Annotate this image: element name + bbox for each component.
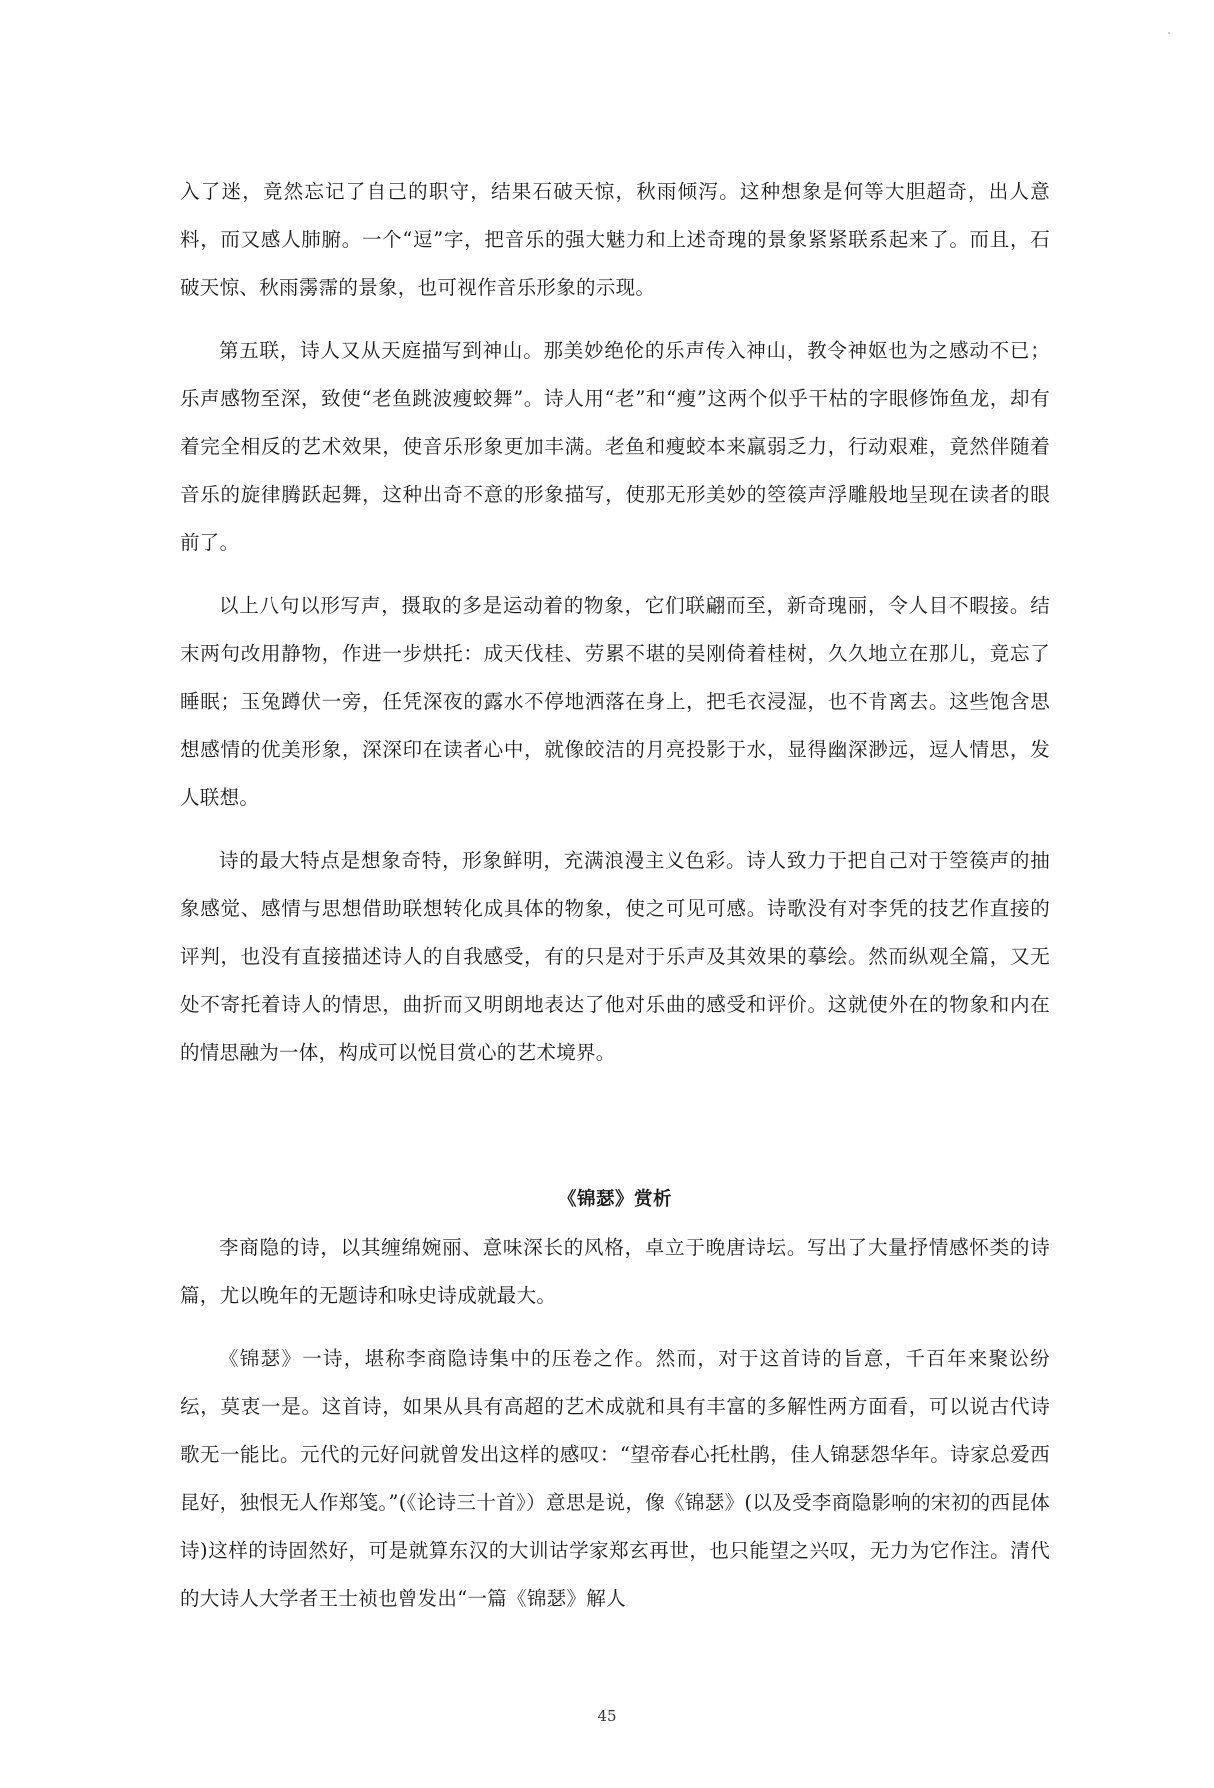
body-paragraph: 第五联，诗人又从天庭描写到神山。那美妙绝伦的乐声传入神山，教令神妪也为之感动不已；乐声感物至深，致使“老鱼跳波瘦蛟舞”。诗人用“老”和“瘦”这两个似乎干枯的字眼修饰鱼龙，却有着完全相反的艺术效果，使音乐形象更加丰满。老鱼和瘦蛟本来羸弱乏力，行动艰难，竟然伴随着音乐的旋律腾跃起舞，这种出奇不意的形象描写，使那无形美妙的箜篌声浮雕般地呈现在读者的眼前了。 xyxy=(180,339,1050,554)
body-paragraph: 以上八句以形写声，摄取的多是运动着的物象，它们联翩而至，新奇瑰丽，令人目不暇接。结末两句改用静物，作进一步烘托：成天伐桂、劳累不堪的吴刚倚着桂树，久久地立在那儿，竟忘了睡眠；玉兔蹲伏一旁，任凭深夜的露水不停地洒落在身上，把毛衣浸湿，也不肯离去。这些饱含思想感情的优美形象，深深印在读者心中，就像皎洁的月亮投影于水，显得幽深渺远，逗人情思，发人联想。 xyxy=(180,594,1050,809)
section-paragraph: 李商隐的诗，以其缠绵婉丽、意味深长的风格，卓立于晚唐诗坛。写出了大量抒情感怀类的诗篇，尤以晚年的无题诗和咏史诗成就最大。 xyxy=(180,1236,1050,1307)
body-paragraph: 入了迷，竟然忘记了自己的职守，结果石破天惊，秋雨倾泻。这种想象是何等大胆超奇，出人意料，而又感人肺腑。一个“逗”字，把音乐的强大魅力和上述奇瑰的景象紧紧联系起来了。而且，石破天惊、秋雨霶霈的景象，也可视作音乐形象的示现。 xyxy=(180,180,1050,299)
scan-speck xyxy=(1168,32,1170,34)
body-paragraph: 诗的最大特点是想象奇特，形象鲜明，充满浪漫主义色彩。诗人致力于把自己对于箜篌声的抽象感觉、感情与思想借助联想转化成具体的物象，使之可见可感。诗歌没有对李凭的技艺作直接的评判，也没有直接描述诗人的自我感受，有的只是对于乐声及其效果的摹绘。然而纵观全篇，又无处不寄托着诗人的情思，曲折而又明朗地表达了他对乐曲的感受和评价。这就使外在的物象和内在的情思融为一体，构成可以悦目赏心的艺术境界。 xyxy=(180,849,1050,1064)
section-spacer xyxy=(180,1092,1050,1180)
section-title: 《锦瑟》赏析 xyxy=(557,1189,672,1210)
page-number: 45 xyxy=(597,1707,617,1725)
page-content xyxy=(180,168,1050,1638)
section-paragraph: 《锦瑟》一诗，堪称李商隐诗集中的压卷之作。然而，对于这首诗的旨意，千百年来聚讼纷纭，莫衷一是。这首诗，如果从具有高超的艺术成就和具有丰富的多解性两方面看，可以说古代诗歌无一能比。元代的元好问就曾发出这样的感叹：“望帝春心托杜鹃，佳人锦瑟怨华年。诗家总爱西昆好，独恨无人作郑笺。”(《论诗三十首》）意思是说，像《锦瑟》(以及受李商隐影响的宋初的西昆体诗)这样的诗固然好，可是就算东汉的大训诂学家郑玄再世，也只能望之兴叹，无力为它作注。清代的大诗人大学者王士祯也曾发出“一篇《锦瑟》解人 xyxy=(180,1347,1050,1610)
